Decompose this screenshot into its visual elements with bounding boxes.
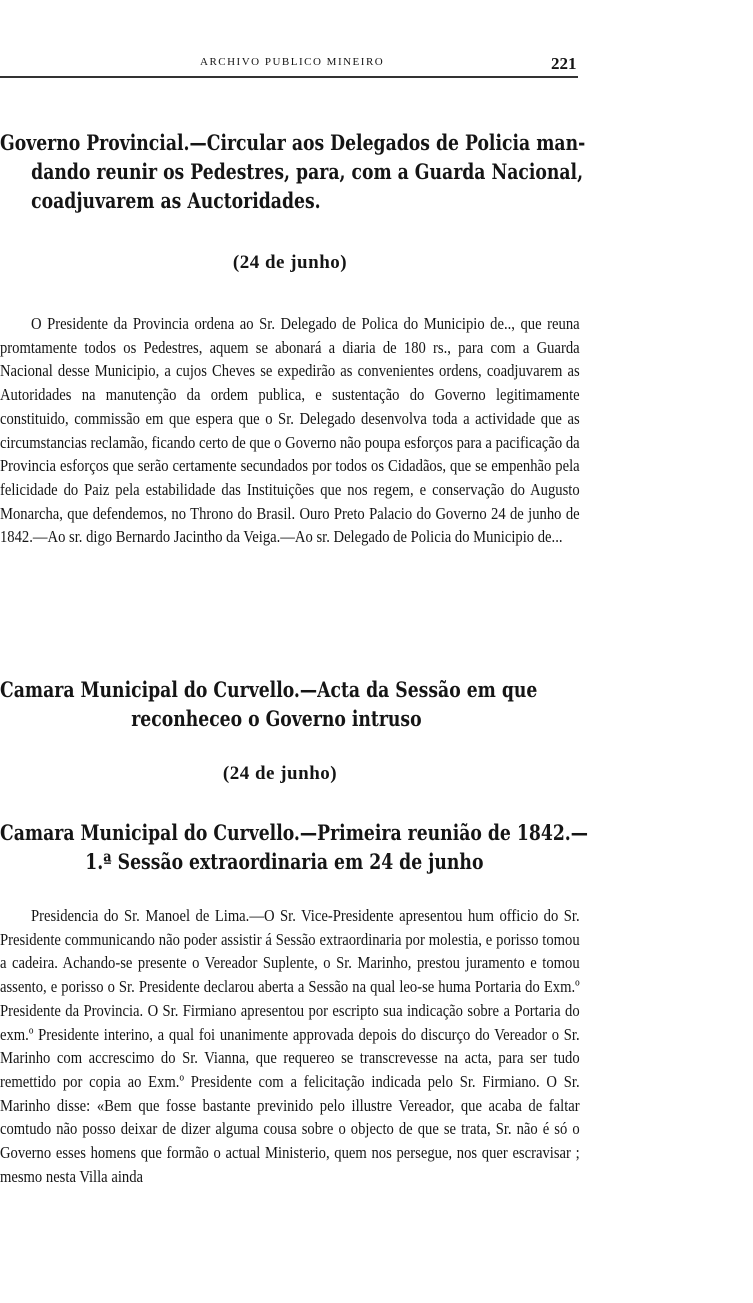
header-rule bbox=[0, 76, 578, 78]
section-title-acta bbox=[0, 675, 607, 733]
session-minutes-paragraph bbox=[0, 904, 580, 1188]
section-title-line: coadjuvarem as Auctoridades. bbox=[31, 188, 321, 213]
section-title-primeira-reuniao bbox=[0, 818, 607, 876]
running-title: ARCHIVO PUBLICO MINEIRO bbox=[200, 56, 385, 68]
section-title-line: 1.ª Sessão extraordinaria em 24 de junho bbox=[85, 849, 484, 874]
page-number: 221 bbox=[551, 54, 577, 73]
circular-body-paragraph bbox=[0, 312, 580, 549]
paragraph-text: Presidencia do Sr. Manoel de Lima.—O Sr. Vice-Presidente apresentou hum officio do Sr. Presidente communicando não poder assistir á Sessão extraordinaria por molestia, e porisso tomou a cadeira. Achando-se presente o Vereador Suplente, o Sr. Marinho, prestou juramento e tomou assento, e porisso o Sr. Presidente declarou aberta a Sessão na qual leo-se huma Portaria do Exm.º Presidente da Provincia. O Sr. Firmiano apresentou por escripto sua indicação sobre a Portaria do exm.º Presidente interino, a qual foi unanimente approvada depois do discurço do Vereador o Sr. Marinho com accrescimo do Sr. Vianna, que requereo se transcrevesse na acta, para ser tudo remettido por copia ao Exm.º Presidente com a felicitação indicada pelo Sr. Firmiano. O Sr. Marinho disse: «Bem que fosse bastante previnido pelo illustre Vereador, que acaba de faltar comtudo não posso deixar de dizer alguma cousa sobre o objecto de que se trata, Sr. não é só o Governo esses homens que formão o actual Ministerio, quem nos persegue, nos quer escravisar ; mesmo nesta Villa ainda bbox=[0, 906, 580, 1186]
section-title-line: Camara Municipal do Curvello.—Acta da Sessão em que bbox=[0, 677, 538, 702]
section-title-line: reconheceo o Governo intruso bbox=[131, 706, 422, 731]
section-date: (24 de junho) bbox=[222, 763, 338, 784]
section-title-line: Governo Provincial.—Circular aos Delegados de Policia man- bbox=[0, 130, 586, 155]
section-title-line: dando reunir os Pedestres, para, com a Guarda Nacional, bbox=[31, 159, 584, 184]
section-title-line: Camara Municipal do Curvello.—Primeira reunião de 1842.— bbox=[0, 820, 589, 845]
section-title-governo-provincial bbox=[0, 128, 607, 215]
paragraph-text: O Presidente da Provincia ordena ao Sr. Delegado de Polica do Municipio de.., que reuna promtamente todos os Pedestres, aquem se abonará a diaria de 180 rs., para com a Guarda Nacional desse Municipio, a cujos Cheves se expedirão as convenientes ordens, coadjuvarem as Autoridades na manutenção da ordem publica, e sustentação do Governo legitimamente constituido, commissão em que espera que o Sr. Delegado desenvolva toda a actividade que as circumstancias reclamão, ficando certo de que o Governo não poupa esforços para a pacificação da Provincia esforços que serão certamente secundados por todos os Cidadãos, que se empenhão pela felicidade do Paiz pela estabilidade das Instituições que nos regem, e conservação do Augusto Monarcha, que defendemos, no Throno do Brasil. Ouro Preto Palacio do Governo 24 de junho de 1842.—Ao sr. digo Bernardo Jacintho da Veiga.—Ao sr. Delegado de Policia do Municipio de... bbox=[0, 314, 580, 547]
section-date: (24 de junho) bbox=[232, 252, 348, 273]
